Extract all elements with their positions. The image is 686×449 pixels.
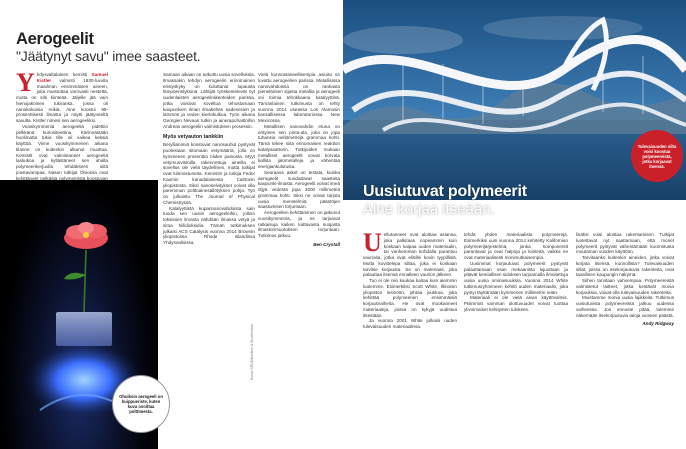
paragraph: Muistamme monia uusia lajikkeita. Tutkimus uusiutuvista polymeereistä jatkuu uudessa vaiheessa. Jos ennuste pitää, tulemme näkemään itsekorjautuvia taloja vuosien päästä. <box>576 295 674 318</box>
intro-paragraph: Yhdysvaltalainen kemisti Samuel Kistler valmisti 1930-luvulla maailman ensimmäisen aineen, joka muistuttaa varovasti nestettä, mutta on silti kiinteää. Jäljelle jää vain hienojakoinen tukiranka, jossa oli nanokokoisia reikiä. Aine koostui 99-prosenttisesti ilmasta ja näytti jäätyneeltä savulta. Kistler nimesi sen aerogeeliksi. <box>16 68 108 123</box>
page-subtitle: Aine korjaa itseään. <box>363 201 495 218</box>
paragraph: Aerogeelien kehittäminen on jatkunut vuosikymmeniä, ja ne tarjoavat ratkaisuja kaiken kattavasta suojasta ilmastonmuutoksen torjuntaan. Tutkimus jatkuu. <box>258 210 340 238</box>
intro-paragraph: Uellutanneet ovat aloittaa asiansa, joka palkitaan nopeammin kuin koskaan kaipaa uuden materiaalin, tai vanhemman kohdalla parantuu vaurioita, jotka ovat eliöille kovin tyypillisiä. Mutta kuvittelepa siltaa, joka ei koskaan tarvitse korjausta. Se on materiaali, joka palauttaa itsensä ennalleen vaurion jälkeen. <box>363 228 457 278</box>
author-signature: Andy Ridgway <box>642 321 674 327</box>
paragraph: Tuo ei ole niin kaukaa kaitaa kuin aiemmin luulemme. Esimerkiksi Scott White, Illinoisin yliopiston insinööri, johtaa joukkoa, joka kehittää polymeerien ensimmäisiä korjausvaiheita. He ovat muokanneet materiaaleja, joissa on kykyjä uudistua itsestään. <box>363 278 457 318</box>
paragraph: Siihen tarvitaan vahvempaa. Polymeereistä valmistetut laitteet, jotka kestävät monia korjauksia, voivat olla tulevaisuuden rakenteita. <box>576 278 674 295</box>
photo-credit: Kuvat: SPL/Mikkelsen & Shutterstock <box>250 324 254 380</box>
paragraph: Seuraava askel on testata, kuinka aerogeelit suodattavat saasteita kaupunki-ilmasta. Aerogeelit voivat imeä öljyä vedestä jopa 3000 millimetriä grammaa kohti. Siksi ne voivat tarjota uusia menetelmiä päästöjen saastumisen torjuntaan. <box>258 169 340 210</box>
paragraph: Tarvitaanko kuitenkin aineiden, jotka voivat korjata itsensä, kunnollista? Tulevaisuuden sillat, joissa on itsekorjautuvia rakenteita, ovat tavallinen kaupungin näkymä. <box>576 255 674 278</box>
dropcap: U <box>363 228 382 257</box>
article-column-3 <box>258 72 340 248</box>
article-column-2 <box>163 72 255 246</box>
article-column-2 <box>464 232 568 313</box>
page-title: Uusiutuvat polymeerit <box>363 183 527 200</box>
paragraph: Samaan aikaan on tutkuttu uusia sovelluksia. Ilmassakin tehdyn aerogeelin erinomainen eristyskyky on kuluttanut lupausta lämpöeristyksinä. Lähtijät työskentelevät nyt uudenlaisten aerogeelirakenteiden parissa, jotka voisivat soveltua tehostamaan kaupunkien ilman ilmakehän sadevesien ja lämmön ja veden kiertokulkua. Työn aikana Georgien Nevaan tutkin ja ainerapuhaittoihin Andreas aerogeelin valmistuksen prosessin. <box>163 72 255 129</box>
paragraph: Katalyyttistä kuparinanovahdoista sain tuoda sen uusiin aerogeeleihin, jolloin toksiinien ilmasta nähdään ilmassa vetyä ja sitoa hiilidioksidia. Tämän tutkimuksen julkaisi ACS Catalysis vuonna 2014 Brownin yliopistossa Rhode Islandissa Yhdysvalloissa. <box>163 205 255 245</box>
section-heading: Myös vetyauton tankkiin <box>163 133 224 140</box>
paragraph: Uusimmat korjautuvat polymeerit pystyvät palauttamaan osan mekaanista lujuuttaan ja pitävät kemiallisen sidoksen tarjoamalla ilmoitettuja uusia uusia ominaisuuksia. Vuonna 2014 White tutkimusryhmineen kehitti uuden materiaalin, joka pystyi täyttämään kymmenen millimetrin reiän. <box>464 260 568 295</box>
photo-caption: Ohuiksin aerogeeli on huippueriste, kuten kuva osoittaa polttimesta. <box>112 375 170 433</box>
article-column-1 <box>363 228 457 330</box>
author-signature: Ben Crystall <box>313 241 340 247</box>
page-title: Aerogeelit <box>16 30 94 48</box>
paragraph: Vuosikymmeniä aerogeeliä pidettiin pelkkänä kuriositeettina. Kärinnästään huolimatta tukia tille oli vaikea keksiä käyttöä. Viime vuosikymmenen aikana tilanne on kuitenkin alkanut muuttua. Kemistit ovat valmistaneet aerogeeliä laskukoa ja kyllästäneet sen uhalla polymeerikerjuulla tehdäkseen siitä joustavampaa. Nasan tutkijat Ohiossa ovat kehittäneet pelkästä polymeeristä koostuvan <box>16 123 108 181</box>
paragraph: Materiaali ei ole vielä aivan käyttövalmis. Pisimmät vamman ulottuvuudet voivat tuottaa ylivoimaiset kehitysten tuloksen. <box>464 295 568 312</box>
dropcap: Y <box>16 68 35 97</box>
paragraph: Beryllianimiä koostuvat nanosauhut pystyvät puolestaan sitomaan vetymääriä, jolla on kymmenen prosenttia niiden painosta. Myyt vetymuovistoilla rakennettuja aineilla ei sovellus ole vielä täydellinen, mutta tutkijat ovat kiinnostuneita. Kemistin ja tutkija Fedor Kaumin kanadalaisesta Calrtonin yliopistosta. Siksi nanoselvitykset voivat olla paremman polttoainesäilötyksen pohja. Työ on julkaistu The Journal of Physical Chemistryssä. <box>163 142 255 205</box>
paragraph: Metallisen nanovahdin etuna on erityinen sen pinta-ala, joka on jopa tuhansia neliömetrejä grammaa kohti. Tämä tekee siitä erinomaisen reaktion katalysaattorin. Tutkijoiden mukaan metalliset aerogeelit voivat korvata kalliita jalometalleja ja vähentää energiankulutusta. <box>258 123 340 169</box>
left-page <box>0 0 340 449</box>
paragraph: Vielä kunnostaneellisempia asioita on luvattu aerogeelien parissa. Metallisissa nanovahdoissa on rankasta pieneläinten sijasta metallia ja aerogeeli voi toimia tehokkaana katalyyttinä. Tämänlainen tutkimusta on tehty vuonna 2014 useassa Los Alamosin kansallisessa laboratoriossa New Mexicossa. <box>258 72 340 123</box>
paragraph: lisäksi voisi aloittaa rakentamisen. Tutkijat luotettavat nyt saattamaan, että monet polymeerit pystyvät vähentämään kuormitusta muutaman vuoden käyttöön. <box>576 232 674 255</box>
person-name: Samuel Kistler <box>36 72 108 83</box>
caption-bubble: Tulevaisuuden silta voisi koostua polymeereistä, jotka korjaavat itsensä. <box>631 130 683 182</box>
page-subtitle: "Jäätynyt savu" imee saasteet. <box>16 48 201 64</box>
paragraph: tehdä yhden materiaalista polymeerejä. Esimerkiksi uusi vuonna 2014 kehitetty Kalifornian polymeerijärjestelmä, jonka komponentit parantavat ja ovat halpoja ja kiinteitä, vaikka ne ovat materiaalisesti monimutkaisempia. <box>464 232 568 260</box>
paragraph: Ja vuonna 2001 White julkaisi uuden tulevaisuuden materiaalinsa. <box>363 318 457 329</box>
article-column-3 <box>576 232 674 327</box>
right-page <box>343 0 686 449</box>
